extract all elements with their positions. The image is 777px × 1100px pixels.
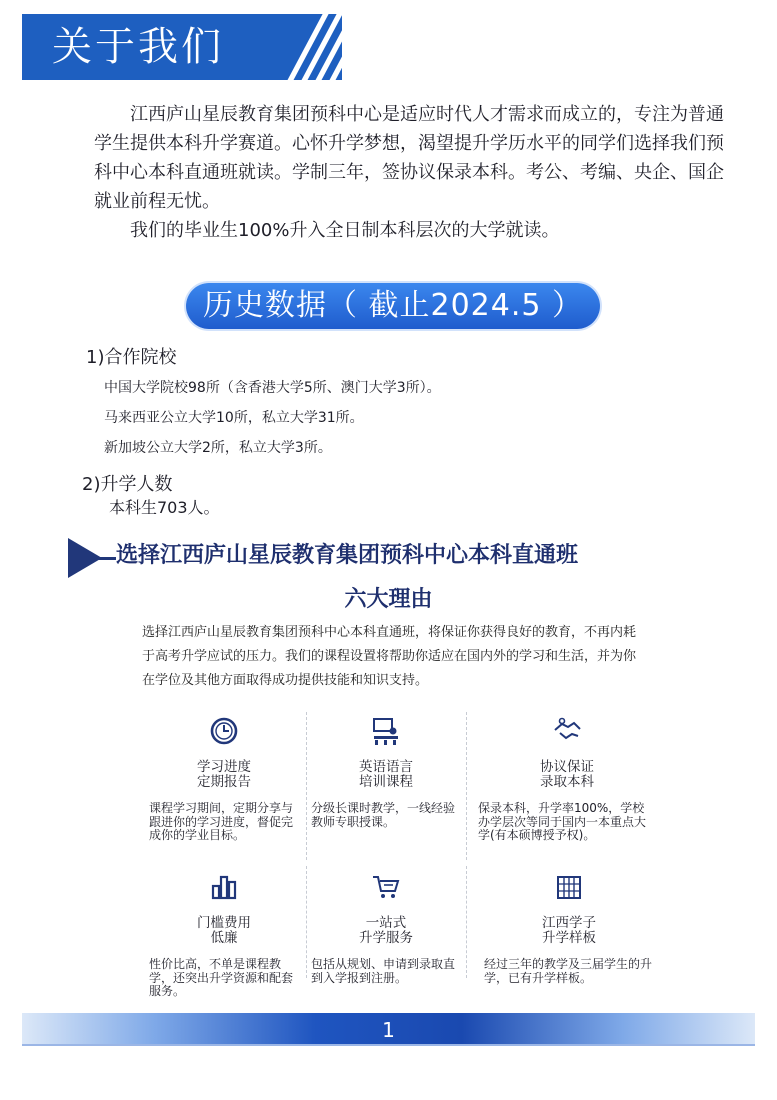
admissions-heading: 2)升学人数 <box>82 474 173 495</box>
bar-chart-icon <box>209 872 239 902</box>
building-icon <box>554 872 584 902</box>
footer-line <box>22 1044 755 1046</box>
feature-title: 门槛费用 <box>197 915 251 931</box>
feature-item <box>478 716 656 843</box>
feature-title: 培训课程 <box>359 774 413 790</box>
history-title: 历史数据（ 截止2024.5 ） <box>186 283 600 329</box>
arrow-bar <box>98 557 116 560</box>
feature-item <box>149 872 299 999</box>
classroom-icon <box>371 716 401 746</box>
feature-title: 录取本科 <box>540 774 594 790</box>
feature-item <box>149 716 299 843</box>
feature-item <box>311 872 461 985</box>
grid-divider <box>306 866 307 978</box>
feature-item <box>311 716 461 829</box>
feature-desc: 性价比高，不单是课程教学，还突出升学资源和配套服务。 <box>149 957 294 998</box>
clock-icon <box>209 716 239 746</box>
feature-desc: 分级长课时教学，一线经验教师专职授课。 <box>311 801 456 829</box>
intro-paragraph: 我们的毕业生100%升入全日制本科层次的大学就读。 <box>130 220 560 241</box>
handshake-icon <box>552 716 582 746</box>
partners-line: 马来西亚公立大学10所，私立大学31所。 <box>104 410 364 426</box>
grid-divider <box>466 866 467 978</box>
grid-divider <box>466 712 467 860</box>
feature-title: 定期报告 <box>197 774 251 790</box>
cart-icon <box>371 872 401 902</box>
feature-desc: 包括从规划、申请到录取直到入学报到注册。 <box>311 957 456 985</box>
partners-line: 新加坡公立大学2所，私立大学3所。 <box>104 440 332 456</box>
reasons-subtitle: 六大理由 <box>344 587 433 612</box>
page-number: 1 <box>382 1018 395 1042</box>
reasons-description: 选择江西庐山星辰教育集团预科中心本科直通班，将保证你获得良好的教育，不再内耗于高考升学应试的压力。我们的课程设置将帮助你适应在国内外的学习和生活，并为你在学位及其他方面取得成功提供技能和知识支持。 <box>142 625 637 688</box>
grid-divider <box>306 712 307 860</box>
partners-line: 中国大学院校98所（含香港大学5所、澳门大学3所）。 <box>104 380 441 396</box>
feature-title: 江西学子 <box>542 915 596 931</box>
feature-title: 低廉 <box>210 930 238 946</box>
partners-heading: 1)合作院校 <box>86 347 177 368</box>
page-title: 关于我们 <box>52 24 224 70</box>
feature-item <box>484 872 654 985</box>
feature-title: 学习进度 <box>197 759 251 775</box>
feature-title: 协议保证 <box>540 759 594 775</box>
header-banner <box>22 14 342 80</box>
reasons-title: 选择江西庐山星辰教育集团预科中心本科直通班 <box>116 543 579 568</box>
feature-title: 一站式 <box>365 915 407 931</box>
intro-paragraph: 江西庐山星辰教育集团预科中心是适应时代人才需求而成立的，专注为普通学生提供本科升学赛道。心怀升学梦想，渴望提升学历水平的同学们选择我们预科中心本科直通班就读。学制三年，签协议保录本科。考公、考编、央企、国企就业前程无忧。 <box>94 104 724 212</box>
feature-desc: 保录本科，升学率100%，学校办学层次等同于国内一本重点大学(有本硕博授予权)。 <box>478 801 647 842</box>
feature-title: 英语语言 <box>359 759 413 775</box>
admissions-line: 本科生703人。 <box>109 498 220 517</box>
arrow-icon <box>68 538 102 578</box>
feature-title: 升学样板 <box>542 930 596 946</box>
intro-text <box>94 100 734 245</box>
feature-desc: 课程学习期间，定期分享与跟进你的学习进度，督促完成你的学业目标。 <box>149 801 294 842</box>
feature-title: 升学服务 <box>359 930 413 946</box>
feature-desc: 经过三年的教学及三届学生的升学，已有升学样板。 <box>484 957 653 985</box>
